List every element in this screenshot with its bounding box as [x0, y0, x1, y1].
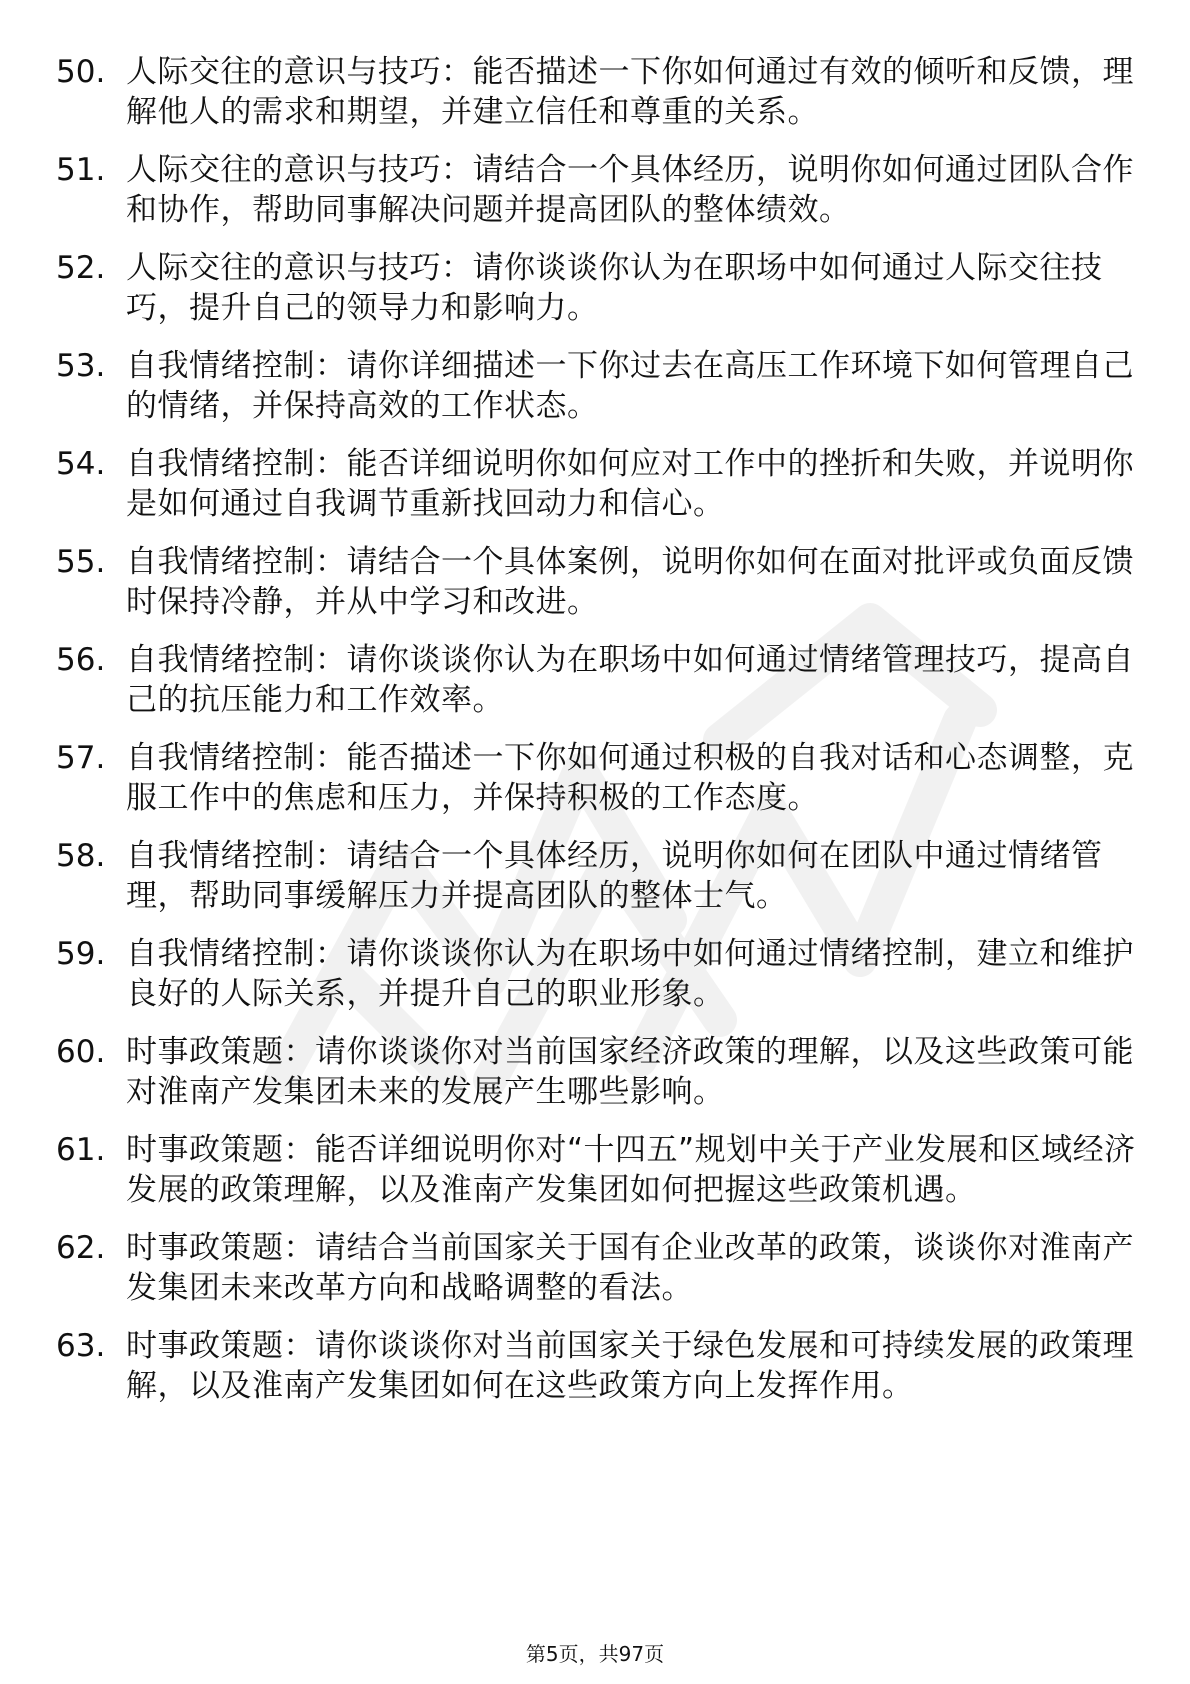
question-item-60 — [56, 1032, 1136, 1112]
question-number: 61. — [56, 1132, 106, 1168]
question-item-54 — [56, 444, 1136, 524]
question-text: 人际交往的意识与技巧：请结合一个具体经历，说明你如何通过团队合作和协作，帮助同事解决问题并提高团队的整体绩效。 — [126, 152, 1134, 228]
question-item-56 — [56, 640, 1136, 720]
question-text: 时事政策题：请你谈谈你对当前国家关于绿色发展和可持续发展的政策理解，以及淮南产发集团如何在这些政策方向上发挥作用。 — [126, 1328, 1134, 1404]
question-number: 59. — [56, 936, 106, 972]
question-item-52 — [56, 248, 1136, 328]
question-number: 53. — [56, 348, 106, 384]
question-number: 63. — [56, 1328, 106, 1364]
question-text: 时事政策题：请结合当前国家关于国有企业改革的政策，谈谈你对淮南产发集团未来改革方向和战略调整的看法。 — [126, 1230, 1134, 1306]
question-number: 60. — [56, 1034, 106, 1070]
question-item-61 — [56, 1130, 1136, 1210]
question-number: 50. — [56, 54, 106, 90]
question-number: 54. — [56, 446, 106, 482]
question-item-55 — [56, 542, 1136, 622]
question-item-57 — [56, 738, 1136, 818]
question-text: 自我情绪控制：请你详细描述一下你过去在高压工作环境下如何管理自己的情绪，并保持高效的工作状态。 — [126, 348, 1134, 424]
question-item-58 — [56, 836, 1136, 916]
question-number: 57. — [56, 740, 106, 776]
question-number: 51. — [56, 152, 106, 188]
question-number: 62. — [56, 1230, 106, 1266]
page-number-footer: 第5页，共97页 — [525, 1642, 665, 1666]
question-text: 自我情绪控制：能否描述一下你如何通过积极的自我对话和心态调整，克服工作中的焦虑和压力，并保持积极的工作态度。 — [126, 740, 1134, 816]
question-number: 55. — [56, 544, 106, 580]
question-number: 58. — [56, 838, 106, 874]
question-text: 自我情绪控制：请结合一个具体案例，说明你如何在面对批评或负面反馈时保持冷静，并从中学习和改进。 — [126, 544, 1134, 620]
question-item-50 — [56, 52, 1136, 132]
question-text: 人际交往的意识与技巧：请你谈谈你认为在职场中如何通过人际交往技巧，提升自己的领导力和影响力。 — [126, 250, 1103, 326]
question-text: 自我情绪控制：请你谈谈你认为在职场中如何通过情绪控制，建立和维护良好的人际关系，并提升自己的职业形象。 — [126, 936, 1134, 1012]
question-text: 自我情绪控制：请你谈谈你认为在职场中如何通过情绪管理技巧，提高自己的抗压能力和工作效率。 — [126, 642, 1134, 718]
question-number: 52. — [56, 250, 106, 286]
question-list — [56, 52, 1136, 1424]
question-number: 56. — [56, 642, 106, 678]
question-item-62 — [56, 1228, 1136, 1308]
question-item-63 — [56, 1326, 1136, 1406]
question-text: 人际交往的意识与技巧：能否描述一下你如何通过有效的倾听和反馈，理解他人的需求和期望，并建立信任和尊重的关系。 — [126, 54, 1134, 130]
question-item-59 — [56, 934, 1136, 1014]
question-item-51 — [56, 150, 1136, 230]
question-text: 自我情绪控制：能否详细说明你如何应对工作中的挫折和失败，并说明你是如何通过自我调节重新找回动力和信心。 — [126, 446, 1134, 522]
question-text: 时事政策题：能否详细说明你对“十四五”规划中关于产业发展和区域经济发展的政策理解，以及淮南产发集团如何把握这些政策机遇。 — [126, 1132, 1136, 1208]
question-text: 自我情绪控制：请结合一个具体经历，说明你如何在团队中通过情绪管理，帮助同事缓解压力并提高团队的整体士气。 — [126, 838, 1103, 914]
question-text: 时事政策题：请你谈谈你对当前国家经济政策的理解，以及这些政策可能对淮南产发集团未来的发展产生哪些影响。 — [126, 1034, 1134, 1110]
question-item-53 — [56, 346, 1136, 426]
